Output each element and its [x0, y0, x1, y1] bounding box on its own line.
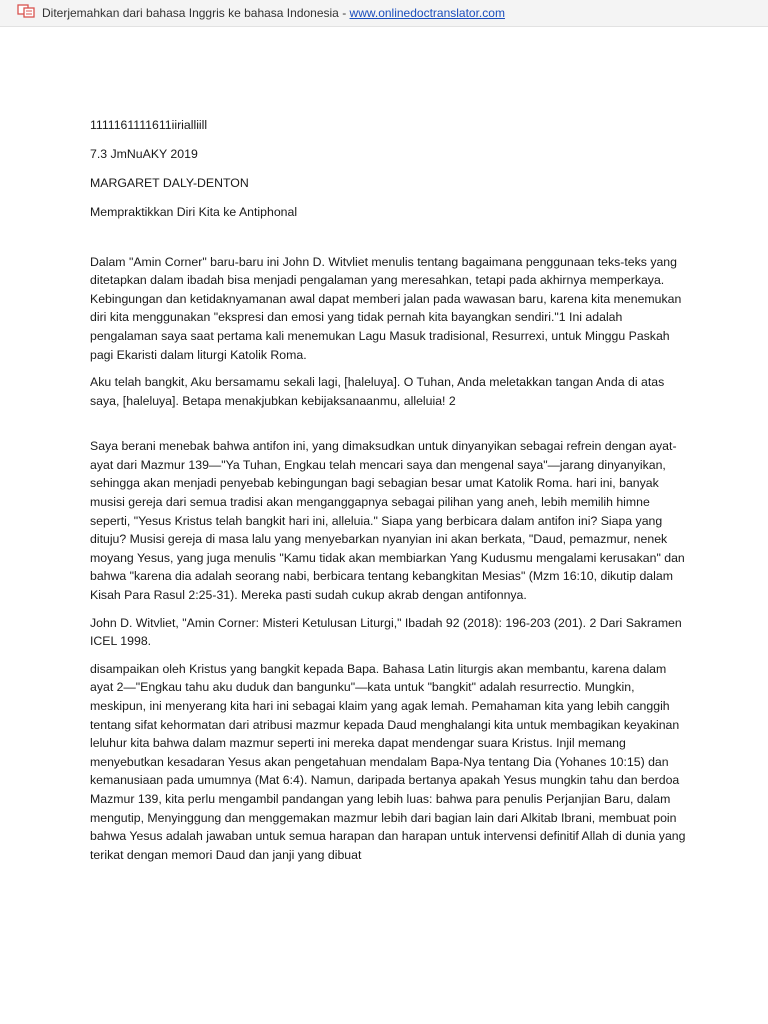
translator-link[interactable]: www.onlinedoctranslator.com — [349, 6, 505, 20]
paragraph-continuation: disampaikan oleh Kristus yang bangkit kepada Bapa. Bahasa Latin liturgis akan membantu, karena dalam ayat 2—"Engkau tahu aku duduk dan bangunku"—kata untuk "bangkit" adalah resurrectio. Mungkin, meskipun, ini menyerang kita hari ini sebagai klaim yang agak lemah. Pemahaman kita yang lebih canggih tentang sifat kehormatan dari atribusi mazmur kepada Daud menghalangi kita untuk membagikan keyakinan leluhur kita bahwa dalam mazmur seperti ini mereka dapat mendengar suara Kristus. Injil memang menyebutkan kesadaran Yesus akan pengetahuan mendalam Bapa-Nya tentang Dia (Yohanes 10:15) dan kemanusiaan pada umumnya (Mat 6:4). Namun, daripada bertanya apakah Yesus mungkin tahu dan berdoa Mazmur 139, kita perlu mengambil pandangan yang lebih luas: bahwa para penulis Perjanjian Baru, dalam mengutip, Menyinggung dan menggemakan mazmur lebih dari bagian lain dari Alkitab Ibrani, membuat poin bahwa Yesus adalah jawaban untuk semua harapan dan harapan untuk intervensi definitif Allah di dunia yang terikat dengan memori Daud dan janji yang dibuat — [90, 661, 686, 862]
translator-logo-icon — [17, 3, 35, 19]
banner-caption: Diterjemahkan dari bahasa Inggris ke bahasa Indonesia - — [42, 6, 350, 20]
document-author: MARGARET DALY-DENTON — [90, 175, 249, 190]
paragraph-intro: Dalam "Amin Corner" baru-baru ini John D. Witvliet menulis tentang bagaimana penggunaan teks-teks yang ditetapkan dalam ibadah bisa menjadi pengalaman yang meresahkan, tetapi pada akhirnya memperkaya. Kebingungan dan ketidaknyamanan awal dapat memberi jalan pada wawasan baru, karena kita menemukan diri kita menggunakan "ekspresi dan emosi yang tidak pernah kita bayangkan sendiri."1 Ini adalah pengalaman saya saat pertama kali menemukan Lagu Masuk tradisional, Resurrexi, untuk Minggu Paskah pagi Ekaristi dalam liturgi Katolik Roma. — [90, 254, 682, 362]
paragraph-antiphon-discussion: Saya berani menebak bahwa antifon ini, yang dimaksudkan untuk dinyanyikan sebagai refrein dengan ayat-ayat dari Mazmur 139—"Ya Tuhan, Engkau telah mencari saya dan mengenal saya"—jarang dinyanyikan, sehingga akan menjadi penyebab kebingungan bagi sebagian besar umat Katolik Roma. hari ini, banyak musisi gereja dari semua tradisi akan menganggapnya sebagai pilihan yang aneh, lebih memilih himne seperti, "Yesus Kristus telah bangkit hari ini, alleluia." Siapa yang berbicara dalam antifon ini? Siapa yang dituju? Musisi gereja di masa lalu yang menyebarkan nyanyian ini akan berkata, "Daud, pemazmur, nenek moyang Yesus, yang juga menulis "Kamu tidak akan membiarkan Yang Kudusmu mengalami kerusakan" dan bahwa "karena dia adalah seorang nabi, berbicara tentang kebangkitan Mesias" (Mzm 16:10, dikutip dalam Kisah Para Rasul 2:25-31). Mereka pasti sudah cukup akrab dengan antifonnya. — [90, 439, 685, 603]
banner-text — [42, 6, 505, 20]
document-body — [90, 116, 690, 873]
document-header-code: 1111161111611iirialliill — [90, 118, 208, 132]
paragraph-antiphon-quote: Aku telah bangkit, Aku bersamamu sekali lagi, [haleluya]. O Tuhan, Anda meletakkan tangan Anda di atas saya, [haleluya]. Betapa menakjubkan kebijaksanaanmu, alleluia! 2 — [90, 375, 665, 408]
document-title: Mempraktikkan Diri Kita ke Antiphonal — [90, 204, 298, 219]
paragraph-footnotes: John D. Witvliet, "Amin Corner: Misteri Ketulusan Liturgi," Ibadah 92 (2018): 196-203 (201). 2 Dari Sakramen ICEL 1998. — [90, 615, 682, 649]
translation-banner — [0, 0, 768, 27]
document-date: 7.3 JmNuAKY 2019 — [90, 146, 198, 161]
